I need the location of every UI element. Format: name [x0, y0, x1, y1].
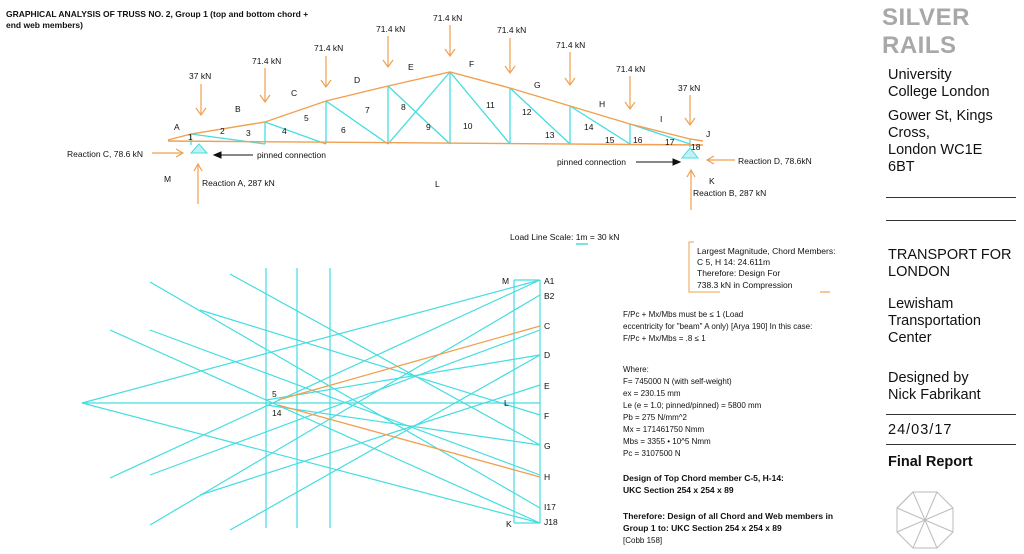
sheet-title-line2: end web members) — [6, 20, 83, 30]
designer-line: Nick Fabrikant — [888, 387, 981, 403]
load-labels — [189, 13, 700, 93]
panel-number: 14 — [584, 122, 594, 132]
force-label-5: 5 — [272, 389, 277, 399]
panel-number: 2 — [220, 126, 225, 136]
space-label-l: L — [435, 179, 440, 189]
load-label: 71.4 kN — [556, 40, 586, 50]
space-label-e: E — [408, 62, 414, 72]
load-label: 71.4 kN — [376, 24, 406, 34]
divider — [886, 414, 1016, 415]
design-line: UKC Section 254 x 254 x 89 — [623, 485, 734, 495]
divider — [886, 220, 1016, 221]
panel-number: 7 — [365, 105, 370, 115]
therefore-line: Therefore: Design of all Chord and Web members in — [623, 511, 834, 521]
report-status: Final Report — [888, 454, 973, 470]
pinned-connection-right-label: pinned connection — [557, 157, 627, 167]
reaction-d-label: Reaction D, 78.6kN — [738, 156, 812, 166]
panel-number: 17 — [665, 137, 675, 147]
load-label: 71.4 kN — [616, 64, 646, 74]
load-line-label: G — [544, 441, 551, 451]
truss-web-members — [191, 72, 690, 147]
panel-number: 11 — [486, 100, 495, 110]
citation: [Cobb 158] — [623, 536, 663, 545]
octagon-logo-icon — [897, 492, 953, 548]
designer-line: Designed by — [888, 370, 969, 386]
panel-number: 12 — [522, 107, 532, 117]
force-label-k: K — [506, 519, 512, 529]
load-line-label: J18 — [544, 517, 558, 527]
load-line-labels — [544, 276, 558, 527]
reaction-b-label: Reaction B, 287 kN — [693, 188, 767, 198]
callout-box — [689, 242, 835, 292]
date: 24/03/17 — [888, 422, 953, 438]
load-line-label: I17 — [544, 502, 556, 512]
space-label-m: M — [164, 174, 172, 184]
panel-number: 8 — [401, 102, 406, 112]
load-label: 71.4 kN — [497, 25, 527, 35]
where-line: F= 745000 N (with self-weight) — [623, 377, 732, 386]
address-line: 6BT — [888, 159, 915, 175]
truss-form-diagram — [67, 13, 812, 210]
load-line-label: B2 — [544, 291, 555, 301]
space-label-j: J — [706, 129, 711, 139]
pinned-connection-left-label: pinned connection — [257, 150, 327, 160]
where-line: Mbs = 3355 • 10^5 Nmm — [623, 437, 711, 446]
left-support-icon — [191, 144, 207, 153]
reaction-c-label: Reaction C, 78.6 kN — [67, 149, 144, 159]
callout-line: Largest Magnitude, Chord Members: — [697, 246, 836, 256]
client-block — [888, 247, 1012, 281]
brand-logo: SILVER RAILS — [882, 4, 970, 59]
reaction-a-label: Reaction A, 287 kN — [202, 178, 275, 188]
where-line: Mx = 171461750 Nmm — [623, 425, 705, 434]
force-diagram-web-lines — [82, 268, 540, 530]
project-line: Transportation — [888, 313, 981, 329]
sheet-title-line1: GRAPHICAL ANALYSIS OF TRUSS NO. 2, Group 1 (top and bottom chord + — [6, 9, 309, 19]
where-line: Where: — [623, 365, 649, 374]
where-line: Pc = 3107500 N — [623, 449, 681, 458]
address-line: University — [888, 67, 952, 83]
load-label: 71.4 kN — [433, 13, 463, 23]
panel-number: 4 — [282, 126, 287, 136]
load-line-scale: Load Line Scale: 1m = 30 kN — [510, 232, 620, 242]
force-label-l: L — [504, 398, 509, 408]
space-label-h: H — [599, 99, 606, 109]
load-label: 37 kN — [678, 83, 701, 93]
where-line: Pb = 275 N/mm^2 — [623, 413, 688, 422]
load-arrows — [196, 25, 695, 125]
panel-number: 15 — [605, 135, 615, 145]
panel-number: 16 — [633, 135, 643, 145]
space-label-i: I — [660, 114, 663, 124]
designer-block — [888, 370, 981, 404]
therefore-line: Group 1 to: UKC Section 254 x 254 x 89 — [623, 523, 782, 533]
formula-line: F/Pc + Mx/Mbs must be ≤ 1 (Load — [623, 310, 744, 319]
address-line: Gower St, Kings — [888, 108, 993, 124]
formula-line: F/Pc + Mx/Mbs = .8 ≤ 1 — [623, 334, 706, 343]
divider — [886, 197, 1016, 198]
load-line-label: E — [544, 381, 550, 391]
force-label-m: M — [502, 276, 510, 286]
callout-line: C 5, H 14: 24.611m — [697, 257, 771, 267]
design-line: Design of Top Chord member C-5, H-14: — [623, 473, 784, 483]
project-line: Lewisham — [888, 296, 954, 312]
address-block — [888, 67, 993, 176]
load-line-label: H — [544, 472, 551, 482]
panel-number: 1 — [188, 132, 193, 142]
space-label-g: G — [534, 80, 541, 90]
force-diagram-chord-lines — [278, 326, 540, 477]
load-label: 71.4 kN — [314, 43, 344, 53]
load-label: 71.4 kN — [252, 56, 282, 66]
load-line-label: A1 — [544, 276, 555, 286]
space-label-c: C — [291, 88, 298, 98]
space-label-k: K — [709, 176, 715, 186]
callout-line: 738.3 kN in Compression — [697, 280, 793, 290]
space-label-b: B — [235, 104, 241, 114]
address-line: College London — [888, 84, 990, 100]
address-line: London WC1E — [888, 142, 983, 158]
client-line: TRANSPORT FOR — [888, 247, 1012, 263]
space-label-a: A — [174, 122, 180, 132]
force-label-14: 14 — [272, 408, 282, 418]
callout-line: Therefore: Design For — [697, 268, 781, 278]
panel-number: 13 — [545, 130, 555, 140]
load-line-label: F — [544, 411, 550, 421]
force-diagram — [82, 268, 558, 530]
divider — [886, 444, 1016, 445]
load-label: 37 kN — [189, 71, 212, 81]
formula-line: eccentricity for "beam" A only) [Arya 190] In this case: — [623, 322, 813, 331]
address-line: Cross, — [888, 125, 930, 141]
where-line: ex = 230.15 mm — [623, 389, 681, 398]
panel-number: 3 — [246, 128, 251, 138]
panel-number: 6 — [341, 125, 346, 135]
load-line-label: D — [544, 350, 551, 360]
panel-number: 9 — [426, 122, 431, 132]
where-line: Le (e = 1.0; pinned/pinned) = 5800 mm — [623, 401, 762, 410]
panel-number: 5 — [304, 113, 309, 123]
space-label-f: F — [469, 59, 475, 69]
notes — [623, 310, 833, 545]
load-line-label: C — [544, 321, 551, 331]
panel-number: 18 — [691, 142, 701, 152]
space-label-d: D — [354, 75, 361, 85]
client-line: LONDON — [888, 264, 951, 280]
panel-number: 10 — [463, 121, 473, 131]
project-block — [888, 296, 981, 347]
project-line: Center — [888, 330, 932, 346]
